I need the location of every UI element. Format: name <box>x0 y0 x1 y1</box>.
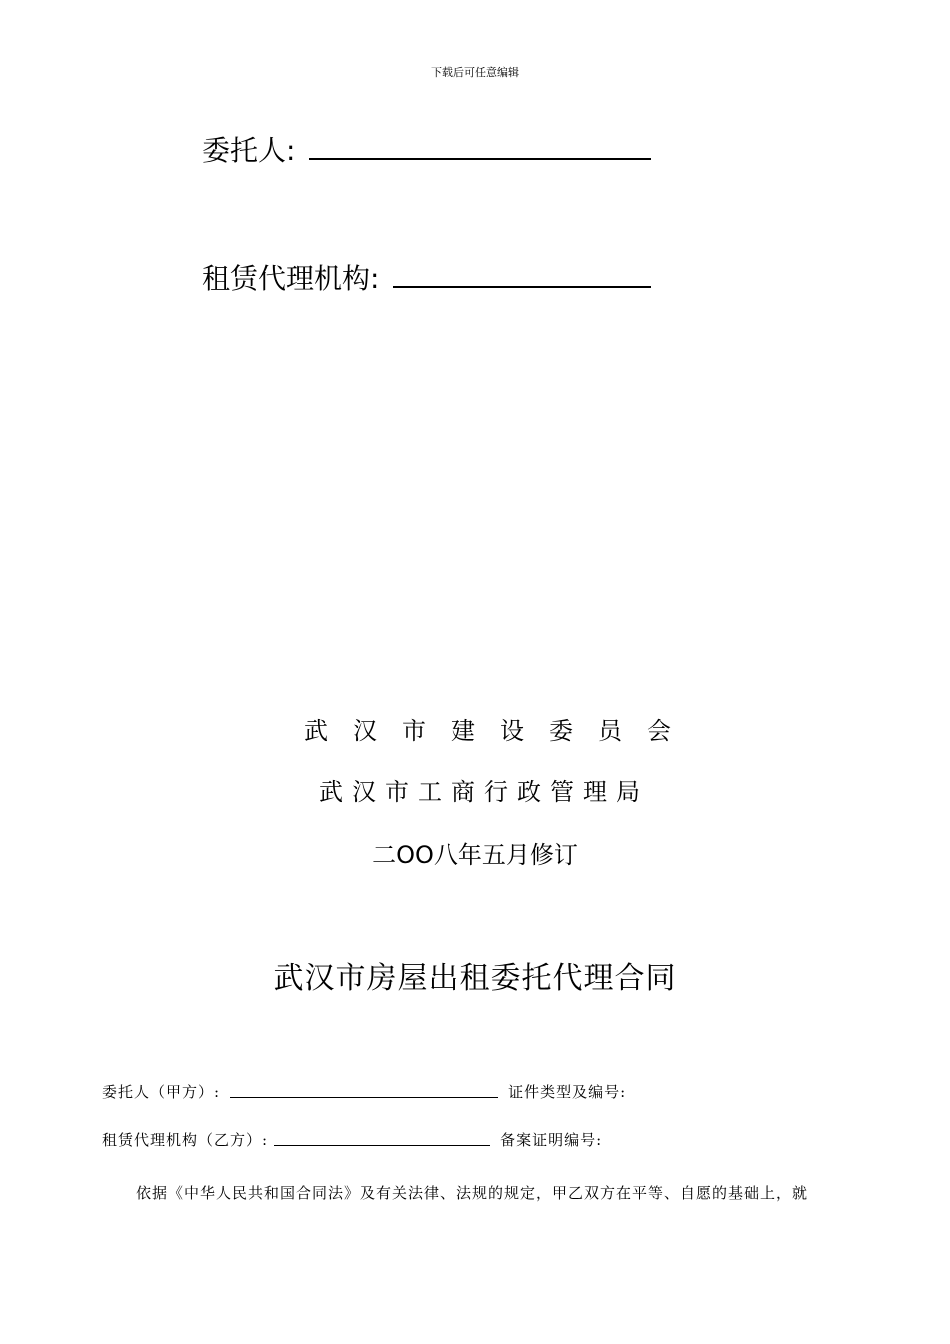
party-b-row <box>102 1126 602 1150</box>
party-b-label: 租赁代理机构（乙方）: <box>102 1131 269 1149</box>
party-b-record-label: 备案证明编号: <box>500 1131 603 1149</box>
header-note: 下载后可任意编辑 <box>431 66 519 79</box>
party-a-id-label: 证件类型及编号: <box>508 1083 627 1101</box>
cover-principal-label: 委托人: <box>202 134 296 167</box>
cover-principal-field <box>202 128 651 168</box>
contract-intro-paragraph: 依据《中华人民共和国合同法》及有关法律、法规的规定，甲乙双方在平等、自愿的基础上，就 <box>136 1184 809 1202</box>
issuer-construction-committee: 武汉市建设委员会 <box>304 717 696 745</box>
cover-agency-label: 租赁代理机构: <box>202 262 380 295</box>
party-a-row <box>102 1078 626 1102</box>
party-b-blank-line <box>274 1145 490 1146</box>
party-a-label: 委托人（甲方）: <box>102 1083 221 1101</box>
contract-title: 武汉市房屋出租委托代理合同 <box>273 961 677 996</box>
issuer-industry-commerce-bureau: 武汉市工商行政管理局 <box>319 778 649 806</box>
cover-agency-blank-line <box>393 286 651 288</box>
revision-date: 二OO八年五月修订 <box>372 841 578 869</box>
cover-agency-field <box>202 256 651 296</box>
party-a-blank-line <box>230 1097 498 1098</box>
cover-principal-blank-line <box>309 158 651 160</box>
